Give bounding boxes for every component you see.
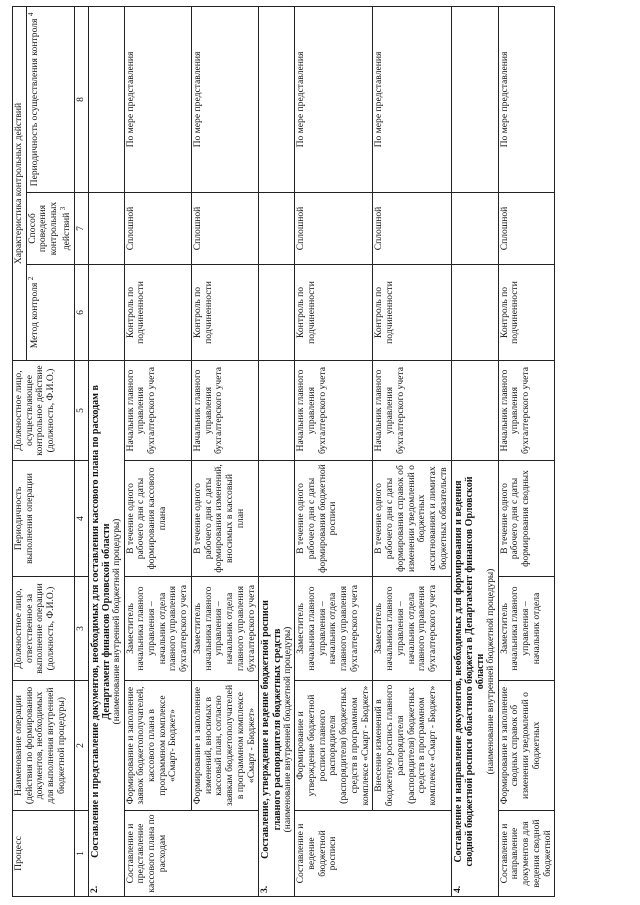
section3-row2-control-period: По мере представления [373, 6, 451, 192]
header-responsible: Должностное лицо, ответственное за выполнение операции (должность, Ф.И.О.) [13, 577, 75, 681]
section2-row-1 [124, 6, 191, 896]
section2-row2-way: Сплошной [191, 193, 258, 265]
section4-title-spacer-7 [451, 193, 498, 265]
section4-row1-method: Контроль по подчиненности [498, 265, 555, 361]
section4-row1-way: Сплошной [498, 193, 555, 265]
section2-row-2 [191, 6, 258, 896]
section4-title-cell [451, 461, 498, 897]
section2-subtitle: (наименование внутренней бюджетной процедуры) [111, 518, 122, 725]
section2-row1-method: Контроль по подчиненности [124, 265, 191, 361]
section2-row1-periodicity: В течение одного рабочего дня с даты формирования кассового плана [124, 461, 191, 577]
control-actions-table [12, 6, 555, 897]
section2-row1-control-period: По мере представления [124, 6, 191, 192]
header-control-period-sup: 4 [26, 12, 35, 17]
section3-process: Составление и ведение бюджетной росписи [295, 811, 451, 897]
header-way-sup: 3 [58, 206, 67, 211]
header-way-text: Способ проведения контрольных действий [26, 201, 73, 256]
section2-row1-responsible: Заместитель начальника главного управления – начальник отдела главного управления бухгалтерского учета [124, 577, 191, 681]
section4-process: Составление и направление документов для ведения сводной бюджетной [498, 811, 555, 897]
col-num-4: 4 [74, 461, 88, 577]
section4-row1-responsible: Заместитель начальника главного управления – начальник отдела [498, 577, 555, 681]
section3-row2-operation: Внесение изменений в бюджетную роспись главного распорядителя (распорядителя) бюджетных средств в программном комплексе «Смарт - Бюджет» [373, 681, 451, 811]
section3-title-spacer-8 [259, 6, 295, 192]
section2-title-spacer-7 [88, 193, 124, 265]
section2-row2-operation: Формирование и заполнение изменений, вносимых в кассовый план, согласно заявкам бюджетополучателей в программном комплексе «Смарт - Бюджет» [191, 681, 258, 811]
section4-title-spacer-8 [451, 6, 498, 192]
section3-row2-method: Контроль по подчиненности [373, 265, 451, 361]
section2-title-spacer-6 [88, 265, 124, 361]
section3-title-cell [259, 577, 295, 897]
section4-row1-periodicity: В течение одного рабочего дня с даты формирования сводных [498, 461, 555, 577]
col-num-8: 8 [74, 6, 88, 192]
col-num-6: 6 [74, 265, 88, 361]
section3-row1-operation: Формирование и утверждение бюджетной росписи главного распорядителя (распорядителя) бюджетных средств в программном комплексе «Смарт - Бюджет» [295, 681, 373, 811]
section2-process: Составление и представление кассового плана по расходам [124, 811, 259, 897]
header-row-1 [13, 6, 27, 896]
section2-title-spacer-8 [88, 6, 124, 192]
section4-subtitle: (наименование внутренней бюджетной процедуры) [486, 568, 497, 775]
section3-row2-way: Сплошной [373, 193, 451, 265]
col-num-2: 2 [74, 681, 88, 811]
section2-row2-control-official: Начальник главного управления бухгалтерского учета [191, 361, 258, 461]
section2-row2-control-period: По мере представления [191, 6, 258, 192]
section2-row2-method: Контроль по подчиненности [191, 265, 258, 361]
section3-row2-periodicity: В течение одного рабочего дня с даты формирования справок об изменении уведомлений о бюджетных ассигнованиях и лимитах бюджетных обязательств [373, 461, 451, 577]
header-characteristics: Характеристика контрольных действий [13, 6, 27, 360]
section4-number: 4. [451, 885, 463, 893]
section4-row1-control-period: По мере представления [498, 6, 555, 192]
section4-title-spacer-6 [451, 265, 498, 361]
section3-row2-control-official: Начальник главного управления бухгалтерского учета [373, 361, 451, 461]
section3-row-1 [295, 6, 373, 896]
section3-row1-control-official: Начальник главного управления бухгалтерского учета [295, 361, 373, 461]
section2-row1-control-official: Начальник главного управления бухгалтерского учета [124, 361, 191, 461]
header-periodicity: Периодичность выполнения операции [13, 461, 75, 577]
section3-title-spacer-6 [259, 265, 295, 361]
section4-row-1 [498, 6, 555, 896]
section3-title: Составление, утверждение и ведение бюджетной росписи главного распорядителя бюджетных средств [260, 600, 283, 859]
section3-row1-way: Сплошной [295, 193, 373, 265]
column-numbers-row [74, 6, 88, 896]
header-operation-name: Наименование операции (действия по формированию документов, необходимых для выполнения внутренней бюджетной процедуры) [13, 681, 75, 811]
section2-row2-periodicity: В течение одного рабочего дня с даты формирования изменений, вносимых в кассовый план [191, 461, 258, 577]
section3-row-2 [373, 6, 451, 896]
header-method [26, 265, 74, 361]
section3-row1-method: Контроль по подчиненности [295, 265, 373, 361]
section4-title: Составление и направление документов, необходимых для формирования и ведения сводной бюджетной росписи областного бюджета в Департамент финансов Орловской области [452, 476, 486, 867]
header-process: Процесс [13, 811, 75, 897]
section3-row1-periodicity: В течение одного рабочего дня с даты формирования бюджетной росписи [295, 461, 373, 577]
section3-title-spacer-4 [259, 461, 295, 577]
section3-number: 3. [259, 885, 271, 893]
section3-row1-control-period: По мере представления [295, 6, 373, 192]
section2-title-cell [88, 361, 124, 897]
header-method-sup: 2 [26, 276, 35, 281]
section3-subtitle: (наименование внутренней бюджетной процедуры) [282, 626, 293, 833]
header-control-official: Должностное лицо, осуществляющее контрольное действие (должность, Ф.И.О.) [13, 361, 75, 461]
header-way [26, 193, 74, 265]
header-control-period-text: Периодичность осуществления контроля [28, 18, 40, 187]
section2-title-row [88, 6, 124, 896]
section3-row2-responsible: Заместитель начальника главного управления – начальник отдела главного управления бухгалтерского учета [373, 577, 451, 681]
section3-title-spacer-7 [259, 193, 295, 265]
section4-title-row [451, 6, 498, 896]
header-method-text: Метод контроля [28, 282, 40, 349]
section3-title-row [259, 6, 295, 896]
section3-title-spacer-5 [259, 361, 295, 461]
col-num-3: 3 [74, 577, 88, 681]
section2-row2-responsible: Заместитель начальника главного управления – начальник отдела главного управления бухгалтерского учета [191, 577, 258, 681]
section4-row1-operation: Формирование и заполнение сводных справок об изменении уведомлений о бюджетных [498, 681, 555, 811]
section2-row1-way: Сплошной [124, 193, 191, 265]
section2-number: 2. [88, 885, 100, 893]
col-num-7: 7 [74, 193, 88, 265]
section2-title: Составление и представление документов, необходимых для составления кассового плана по расходам в Департамент финансов Орловской области [89, 385, 112, 858]
section4-row1-control-official: Начальник главного управления бухгалтерского учета [498, 361, 555, 461]
col-num-1: 1 [74, 811, 88, 897]
col-num-5: 5 [74, 361, 88, 461]
section3-row1-responsible: Заместитель начальника главного управления – начальник отдела главного управления бухгалтерского учета [295, 577, 373, 681]
header-control-period [26, 6, 74, 192]
section2-row1-operation: Формирование и заполнение заявок бюджетополучателей, кассового плана в программном комплексе «Смарт- Бюджет» [124, 681, 191, 811]
section4-title-spacer-5 [451, 361, 498, 461]
